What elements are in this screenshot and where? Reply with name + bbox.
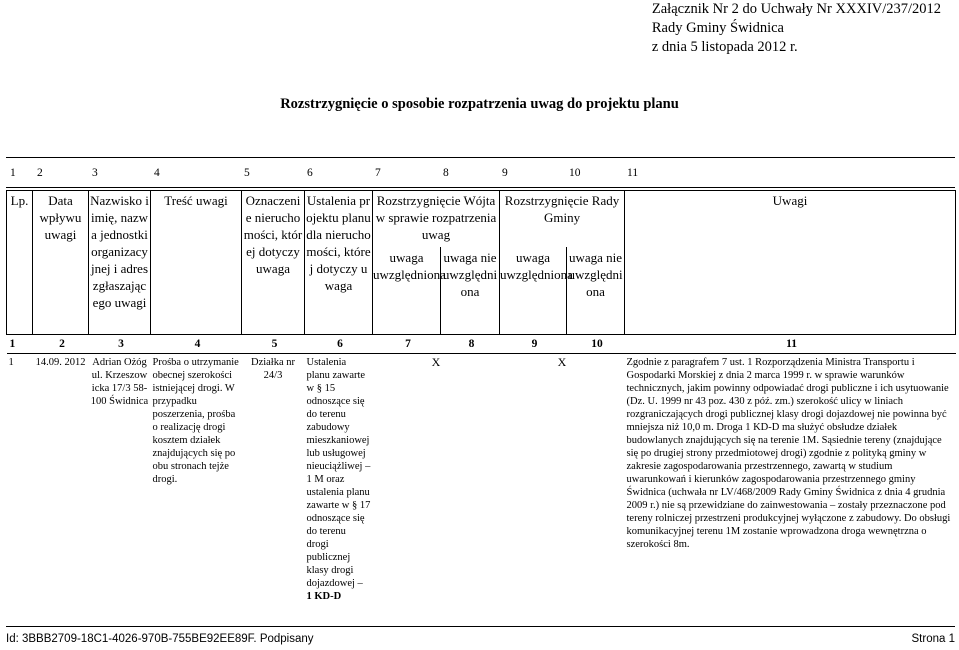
row-tresc: Prośba o utrzymanie obecnej szerokości istniejącej drogi. W przypadku poszerzenia, prośba o realizację drogi kosztem działek znajdujących się po obu stronach tejże drogi.: [152, 357, 239, 485]
row-nazwisko: Adrian Ożóg ul. Krzeszowicka 17/3 58-100 Świdnica: [90, 357, 149, 407]
row-uwagi: Zgodnie z paragrafem 7 ust. 1 Rozporządzenia Ministra Transportu i Gospodarki Morskiej z dnia 2 marca 1999 r. w sprawie warunków technicznych, jakim powinny odpowiadać drogi publiczne i ich usytuowanie (Dz. U. 1999 nr 43 poz. 430 z póź. zm.) szerokość ulicy w liniach rozgraniczających drogi publicznej klasy drogi dojazdowej nie powinna być mniejsza niż 10,0 m. Droga 1 KD-D ma służyć obsłudze działek budowlanych znajdujących się na terenie 1M. Sąsiednie tereny (znajdujące się po drugiej strony przedmiotowej drogi) zgodnie z polityką gminy w zakresie zagospodarowania przestrzennego, zawartą w studium uwarunkowań i kierunków zagospodarowania przestrzennego gminy Świdnica (uchwała nr LV/468/2009 Rady Gminy Świdnica z dnia 4 grudnia 2009 r.) nie są przewidziane do zainwestowania – zostały przeznaczone pod tereny rolniczej przestrzeni produkcyjnej wyłączone z zabudowy. Do obsługi komunikacyjnej terenu 1M zostanie wprowadzona droga wewnętrzna o szerokości 8m.: [626, 357, 951, 550]
colnum-11: 11: [623, 158, 955, 188]
header-line-1: Załącznik Nr 2 do Uchwały Nr XXXIV/237/2012: [651, 1, 941, 17]
header-uwagi: Uwagi: [625, 191, 956, 335]
colnum-1: 1: [9, 337, 16, 350]
header-rada-uwzgl: uwaga uwzględniona: [500, 247, 567, 335]
colnum-6: 6: [337, 337, 343, 350]
header-wojt-nieuwzgl: uwaga nieuwzględniona: [441, 247, 500, 335]
header-block: [652, 0, 941, 57]
header-oznaczenie: Oznaczenie nieruchomości, której dotyczy uwaga: [242, 191, 305, 335]
header-rada-nieuwzgl: uwaga nieuwzględniona: [567, 247, 625, 335]
header-tresc: Treść uwagi: [151, 191, 242, 335]
colnum-4: 4: [150, 158, 240, 188]
colnum-4: 4: [194, 337, 201, 350]
table-row: [7, 354, 956, 604]
header-nazwisko: Nazwisko i imię, nazwa jednostki organizacyjnej i adres zgłaszającego uwagi: [89, 191, 151, 335]
header-ustalenia: Ustalenia projektu planu dla nieruchomości, której dotyczy uwaga: [305, 191, 373, 335]
colnum-3: 3: [88, 158, 150, 188]
header-wojt-uwzgl: uwaga uwzględniona: [373, 247, 441, 335]
header-line-3: z dnia 5 listopada 2012 r.: [651, 39, 798, 55]
header-wojt: Rozstrzygnięcie Wójta w sprawie rozpatrzenia uwag: [373, 191, 500, 247]
colnum-11: 11: [786, 337, 797, 350]
colnum-1: 1: [6, 158, 33, 188]
colnum-7: 7: [405, 337, 411, 350]
row-data: 14.09. 2012: [35, 357, 86, 368]
colnum-2: 2: [59, 337, 65, 350]
footer-page: Strona 1: [911, 633, 955, 645]
header-data: Data wpływu uwagi: [33, 191, 89, 335]
colnum-2: 2: [33, 158, 88, 188]
colnum-6: 6: [303, 158, 371, 188]
colnum-7: 7: [371, 158, 439, 188]
row-ustalenia-text: Ustalenia planu zawarte w § 15 odnoszące się do terenu zabudowy mieszkaniowej lub usługowej nieuciążliwej – 1 M oraz ustalenia planu zawarte w § 17 odnoszące się do terenu drogi publicznej klasy drogi dojazdowej –: [306, 357, 371, 589]
row-ustalenia-bold: 1 KD-D: [306, 591, 342, 602]
colnum-8: 8: [468, 337, 475, 350]
row-lp: 1: [8, 357, 14, 368]
colnum-9: 9: [498, 158, 565, 188]
colnum-5: 5: [240, 158, 303, 188]
column-number-row-top: [6, 157, 955, 188]
footer-divider: [6, 626, 955, 627]
colnum-5: 5: [271, 337, 278, 350]
remarks-table: [6, 190, 956, 603]
header-rada: Rozstrzygnięcie Rady Gminy: [500, 191, 625, 247]
colnum-10: 10: [565, 158, 623, 188]
row-oznaczenie: Działka nr 24/3: [250, 357, 296, 381]
footer-id: Id: 3BBB2709-18C1-4026-970B-755BE92EE89F. Podpisany: [6, 633, 314, 645]
colnum-9: 9: [531, 337, 538, 350]
colnum-10: 10: [591, 337, 603, 350]
header-lp: Lp.: [7, 191, 33, 335]
row-rada-nieuwzgl: X: [557, 355, 567, 369]
row-ustalenia: [305, 354, 373, 604]
colnum-8: 8: [439, 158, 498, 188]
header-line-2: Rady Gminy Świdnica: [651, 20, 784, 36]
row-wojt-nieuwzgl: X: [431, 355, 441, 369]
colnum-3: 3: [118, 337, 124, 350]
document-title: Rozstrzygnięcie o sposobie rozpatrzenia uwag do projektu planu: [280, 96, 679, 112]
